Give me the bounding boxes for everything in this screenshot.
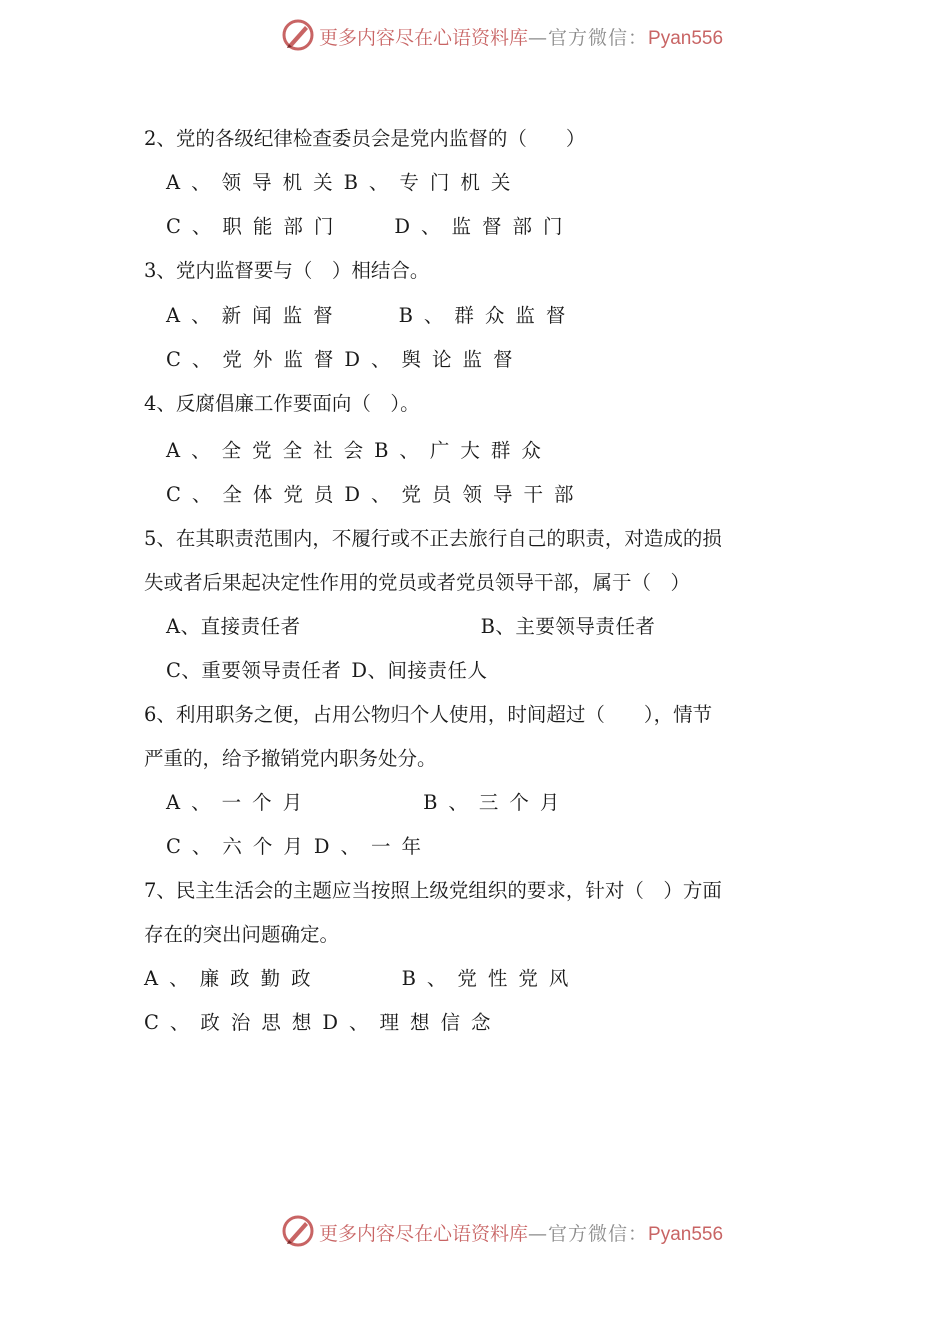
banner-text: 更多内容尽在心语资料库—官方微信：Pyan556 — [319, 27, 724, 49]
option-d: D、一年 — [313, 835, 433, 858]
pen-logo-icon — [281, 1214, 315, 1248]
option-a: A、新闻监督 — [166, 304, 344, 327]
option-a: A、直接责任者 — [166, 615, 301, 638]
question-4-options-cd — [166, 483, 585, 507]
option-b: B、专门机关 — [343, 171, 522, 194]
option-c: C、职能部门 — [166, 215, 345, 238]
option-a: A、廉政勤政 — [144, 967, 322, 990]
question-2-stem: 2、党的各级纪律检查委员会是党内监督的（ ） — [144, 127, 586, 150]
question-3-stem: 3、党内监督要与（ ）相结合。 — [144, 259, 430, 282]
option-d: D、党员领导干部 — [344, 483, 585, 506]
question-5-options-cd — [166, 659, 488, 683]
option-c: C、全体党员 — [166, 483, 345, 506]
option-b: B、三个月 — [423, 791, 571, 814]
question-7-stem-line2: 存在的突出问题确定。 — [144, 923, 340, 946]
question-6-options-cd — [166, 835, 432, 859]
question-3-options-cd — [166, 348, 524, 372]
question-6-stem-line1: 6、利用职务之便，占用公物归个人使用，时间超过（ ），情节 — [144, 703, 713, 726]
question-5-stem-line2: 失或者后果起决定性作用的党员或者党员领导干部，属于（ ） — [144, 571, 691, 594]
question-5-options-ab — [166, 615, 655, 639]
option-a: A、领导机关 — [166, 171, 344, 194]
option-a: A、全党全社会 — [166, 439, 375, 462]
question-4-options-ab — [166, 439, 552, 463]
option-c: C、重要领导责任者 — [166, 659, 342, 682]
question-7-options-ab — [144, 967, 579, 991]
option-c: C、六个月 — [166, 835, 314, 858]
footer-banner — [0, 1212, 950, 1252]
option-b: B、群众监督 — [398, 304, 577, 327]
question-4-stem: 4、反腐倡廉工作要面向（ ）。 — [144, 392, 420, 415]
option-d: D、监督部门 — [394, 215, 574, 238]
option-b: B、主要领导责任者 — [480, 615, 656, 638]
option-d: D、舆论监督 — [344, 348, 524, 371]
question-2-options-ab — [166, 171, 521, 195]
question-7-options-cd — [144, 1011, 502, 1035]
option-b: B、广大群众 — [374, 439, 552, 462]
question-7-stem-line1: 7、民主生活会的主题应当按照上级党组织的要求，针对（ ）方面 — [144, 879, 722, 902]
pen-logo-icon — [281, 18, 315, 52]
option-b: B、党性党风 — [401, 967, 580, 990]
question-2-options-cd — [166, 215, 574, 239]
question-3-options-ab — [166, 304, 576, 328]
question-6-options-ab — [166, 791, 570, 815]
option-c: C、政治思想 — [144, 1011, 323, 1034]
option-d: D、理想信念 — [322, 1011, 502, 1034]
header-banner — [0, 16, 950, 56]
question-5-stem-line1: 5、在其职责范围内，不履行或不正去旅行自己的职责，对造成的损 — [144, 527, 722, 550]
banner-text: 更多内容尽在心语资料库—官方微信：Pyan556 — [319, 1223, 724, 1245]
question-6-stem-line2: 严重的，给予撤销党内职务处分。 — [144, 747, 437, 770]
option-d: D、间接责任人 — [351, 659, 488, 682]
option-a: A、一个月 — [166, 791, 314, 814]
option-c: C、党外监督 — [166, 348, 345, 371]
